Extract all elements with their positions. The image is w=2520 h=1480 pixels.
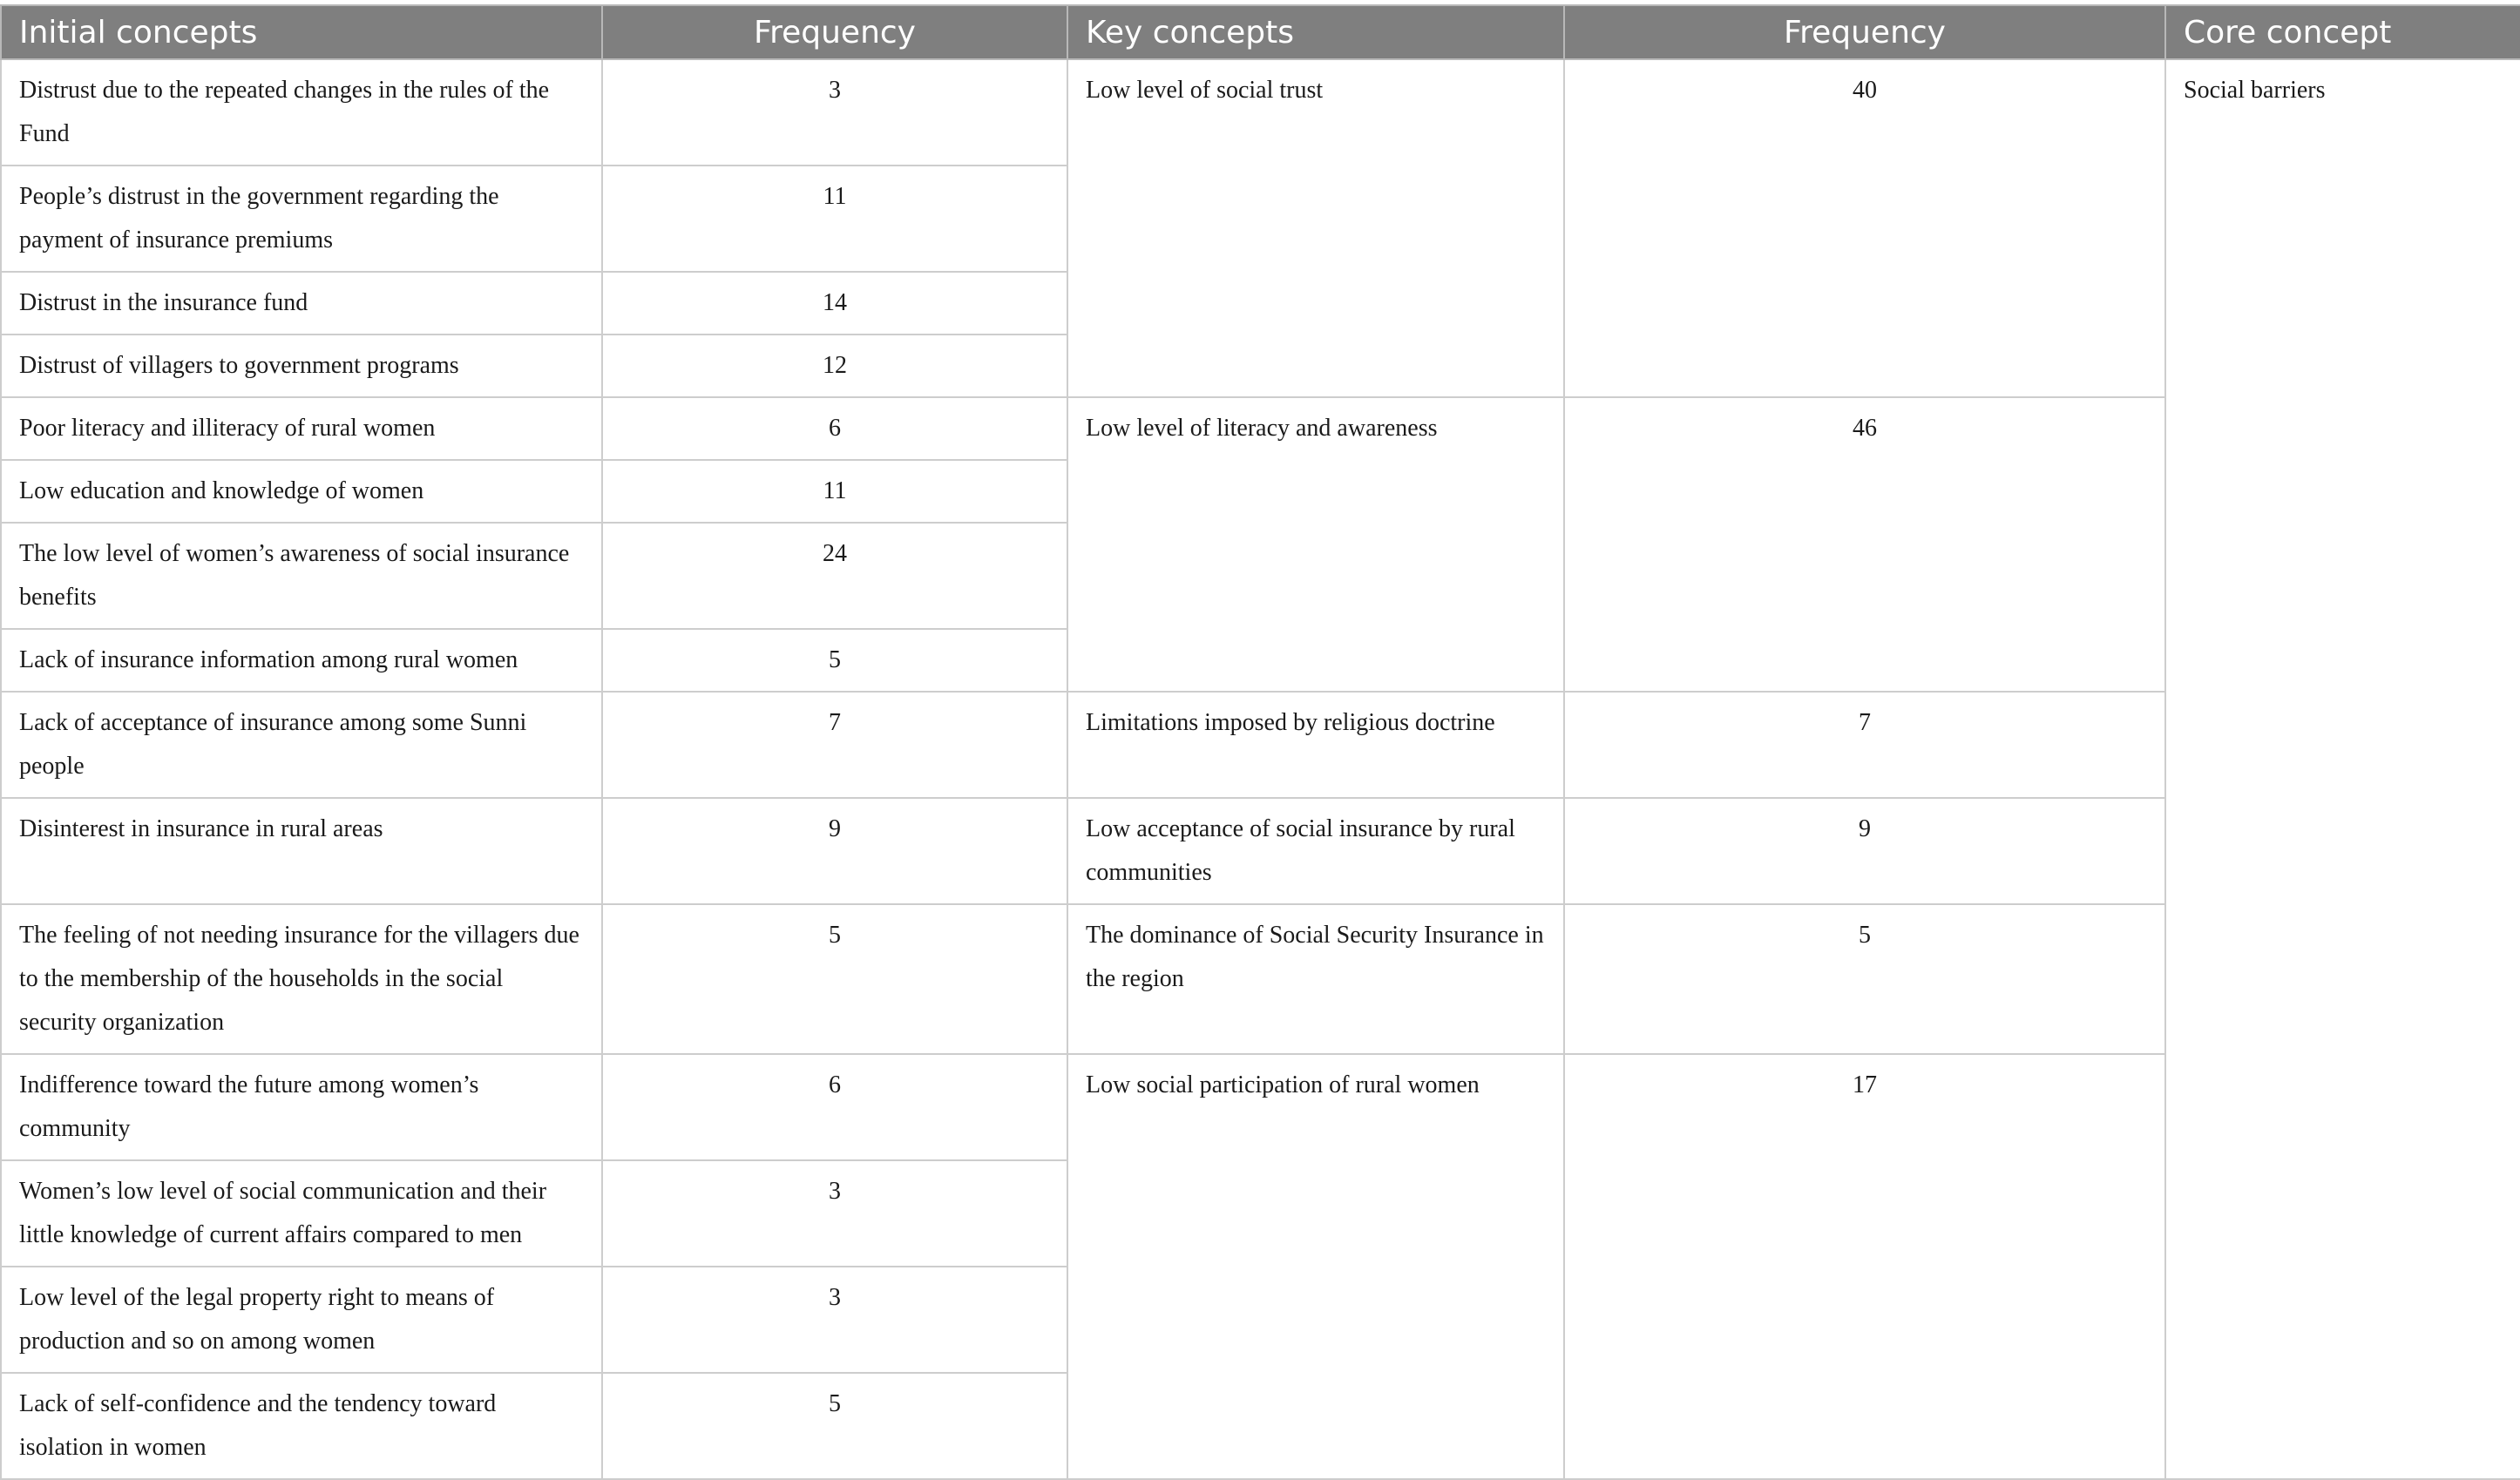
concepts-table <box>0 4 2520 1480</box>
table-row <box>1 692 2520 798</box>
initial-frequency-cell: 9 <box>602 798 1067 904</box>
initial-concept-cell: The feeling of not needing insurance for the villagers due to the membership of the households in the social security organization <box>1 904 602 1054</box>
initial-frequency-cell: 3 <box>602 1267 1067 1373</box>
key-concept-cell: Low level of literacy and awareness <box>1067 397 1564 692</box>
table-row <box>1 904 2520 1054</box>
header-frequency-key: Frequency <box>1564 5 2165 59</box>
header-frequency-initial: Frequency <box>602 5 1067 59</box>
key-frequency-cell: 46 <box>1564 397 2165 692</box>
table-row <box>1 59 2520 166</box>
initial-concept-cell: Indifference toward the future among women’s community <box>1 1054 602 1160</box>
initial-concept-cell: Distrust due to the repeated changes in the rules of the Fund <box>1 59 602 166</box>
initial-frequency-cell: 5 <box>602 1373 1067 1479</box>
key-frequency-cell: 9 <box>1564 798 2165 904</box>
initial-concept-cell: Distrust in the insurance fund <box>1 272 602 335</box>
key-concept-cell: Low acceptance of social insurance by rural communities <box>1067 798 1564 904</box>
initial-frequency-cell: 14 <box>602 272 1067 335</box>
initial-frequency-cell: 3 <box>602 59 1067 166</box>
header-core-concept: Core concept <box>2165 5 2520 59</box>
initial-frequency-cell: 11 <box>602 166 1067 272</box>
key-frequency-cell: 7 <box>1564 692 2165 798</box>
initial-frequency-cell: 7 <box>602 692 1067 798</box>
initial-frequency-cell: 5 <box>602 629 1067 692</box>
initial-frequency-cell: 3 <box>602 1160 1067 1267</box>
initial-concept-cell: Lack of acceptance of insurance among some Sunni people <box>1 692 602 798</box>
initial-frequency-cell: 5 <box>602 904 1067 1054</box>
table-row <box>1 798 2520 904</box>
initial-concept-cell: Low level of the legal property right to means of production and so on among women <box>1 1267 602 1373</box>
initial-concept-cell: Lack of insurance information among rural women <box>1 629 602 692</box>
initial-concept-cell: Women’s low level of social communication and their little knowledge of current affairs compared to men <box>1 1160 602 1267</box>
initial-concept-cell: People’s distrust in the government regarding the payment of insurance premiums <box>1 166 602 272</box>
initial-concept-cell: Lack of self-confidence and the tendency toward isolation in women <box>1 1373 602 1479</box>
concepts-table-wrapper <box>0 4 2520 1480</box>
initial-frequency-cell: 6 <box>602 1054 1067 1160</box>
key-frequency-cell: 40 <box>1564 59 2165 397</box>
initial-concept-cell: Poor literacy and illiteracy of rural women <box>1 397 602 460</box>
header-initial-concepts: Initial concepts <box>1 5 602 59</box>
initial-frequency-cell: 6 <box>602 397 1067 460</box>
key-concept-cell: Limitations imposed by religious doctrine <box>1067 692 1564 798</box>
table-row <box>1 1054 2520 1160</box>
key-concept-cell: The dominance of Social Security Insurance in the region <box>1067 904 1564 1054</box>
header-row <box>1 5 2520 59</box>
initial-frequency-cell: 11 <box>602 460 1067 523</box>
initial-frequency-cell: 12 <box>602 335 1067 397</box>
key-frequency-cell: 5 <box>1564 904 2165 1054</box>
initial-concept-cell: The low level of women’s awareness of social insurance benefits <box>1 523 602 629</box>
key-frequency-cell: 17 <box>1564 1054 2165 1479</box>
key-concept-cell: Low social participation of rural women <box>1067 1054 1564 1479</box>
initial-frequency-cell: 24 <box>602 523 1067 629</box>
initial-concept-cell: Distrust of villagers to government programs <box>1 335 602 397</box>
key-concept-cell: Low level of social trust <box>1067 59 1564 397</box>
initial-concept-cell: Low education and knowledge of women <box>1 460 602 523</box>
table-row <box>1 397 2520 460</box>
header-key-concepts: Key concepts <box>1067 5 1564 59</box>
core-concept-cell: Social barriers <box>2165 59 2520 1479</box>
initial-concept-cell: Disinterest in insurance in rural areas <box>1 798 602 904</box>
